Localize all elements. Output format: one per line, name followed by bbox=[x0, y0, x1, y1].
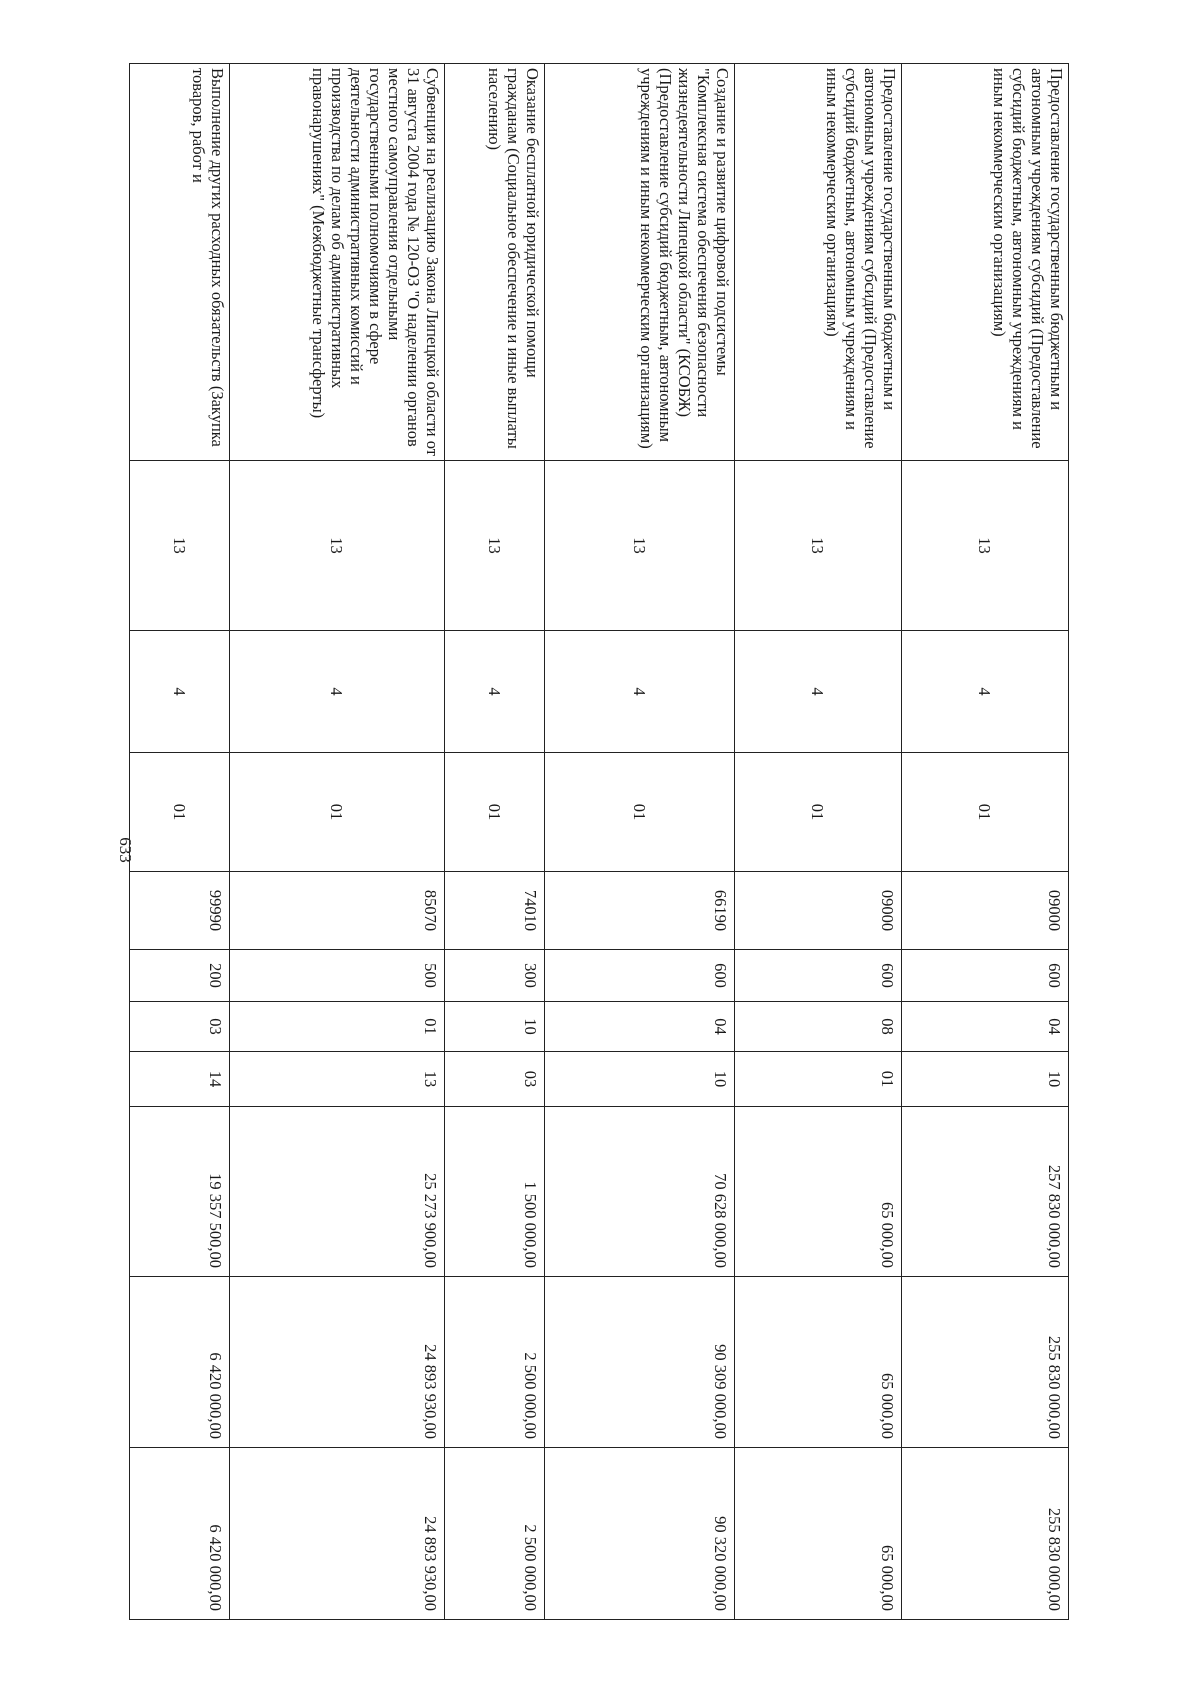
code-cell: 04 bbox=[545, 1002, 735, 1052]
rotated-table-container bbox=[129, 63, 1069, 1619]
code-cell: 01 bbox=[735, 753, 902, 872]
table-row bbox=[130, 64, 230, 1620]
code-cell: 99990 bbox=[130, 872, 230, 950]
code-cell: 300 bbox=[445, 950, 545, 1002]
code-cell: 500 bbox=[230, 950, 445, 1002]
amount-cell: 90 320 000,00 bbox=[545, 1448, 735, 1620]
table-row bbox=[902, 64, 1069, 1620]
code-cell: 01 bbox=[130, 753, 230, 872]
table-row bbox=[735, 64, 902, 1620]
code-cell: 13 bbox=[130, 461, 230, 631]
page-number: 633 bbox=[116, 837, 135, 863]
amount-cell: 19 357 500,00 bbox=[130, 1107, 230, 1277]
code-cell: 13 bbox=[545, 461, 735, 631]
code-cell: 10 bbox=[902, 1052, 1069, 1107]
amount-cell: 65 000,00 bbox=[735, 1107, 902, 1277]
amount-cell: 2 500 000,00 bbox=[445, 1277, 545, 1448]
code-cell: 4 bbox=[735, 631, 902, 753]
code-cell: 13 bbox=[902, 461, 1069, 631]
code-cell: 4 bbox=[130, 631, 230, 753]
row-description: Предоставление государственным бюджетным и автономным учреждениям субсидий (Предоставление субсидий бюджетным, автономным учреждениям и иным некоммерческим организациям) bbox=[902, 64, 1069, 461]
code-cell: 03 bbox=[130, 1002, 230, 1052]
table-row bbox=[545, 64, 735, 1620]
code-cell: 01 bbox=[230, 1002, 445, 1052]
row-description: Выполнение других расходных обязательств (Закупка товаров, работ и bbox=[130, 64, 230, 461]
code-cell: 04 bbox=[902, 1002, 1069, 1052]
code-cell: 09000 bbox=[735, 872, 902, 950]
amount-cell: 70 628 000,00 bbox=[545, 1107, 735, 1277]
code-cell: 08 bbox=[735, 1002, 902, 1052]
code-cell: 4 bbox=[445, 631, 545, 753]
row-description: Оказание бесплатной юридической помощи гражданам (Социальное обеспечение и иные выплаты населению) bbox=[445, 64, 545, 461]
code-cell: 09000 bbox=[902, 872, 1069, 950]
code-cell: 01 bbox=[230, 753, 445, 872]
code-cell: 200 bbox=[130, 950, 230, 1002]
amount-cell: 257 830 000,00 bbox=[902, 1107, 1069, 1277]
amount-cell: 2 500 000,00 bbox=[445, 1448, 545, 1620]
code-cell: 13 bbox=[445, 461, 545, 631]
code-cell: 85070 bbox=[230, 872, 445, 950]
code-cell: 01 bbox=[902, 753, 1069, 872]
row-description: Создание и развитие цифровой подсистемы "Комплексная система обеспечения безопасности жизнедеятельности Липецкой области" (КСОБЖ) (Предоставление субсидий бюджетным, автономным учреждениям и иным некоммерческим организациям) bbox=[545, 64, 735, 461]
table-row bbox=[230, 64, 445, 1620]
code-cell: 13 bbox=[735, 461, 902, 631]
code-cell: 74010 bbox=[445, 872, 545, 950]
amount-cell: 24 893 930,00 bbox=[230, 1448, 445, 1620]
code-cell: 10 bbox=[445, 1002, 545, 1052]
row-description: Предоставление государственным бюджетным и автономным учреждениям субсидий (Предоставление субсидий бюджетным, автономным учреждениям и иным некоммерческим организациям) bbox=[735, 64, 902, 461]
code-cell: 13 bbox=[230, 461, 445, 631]
amount-cell: 25 273 900,00 bbox=[230, 1107, 445, 1277]
row-description: Субвенция на реализацию Закона Липецкой области от 31 августа 2004 года № 120-ОЗ "О наделении органов местного самоуправления отдельными государственными полномочиями в сфере деятельности административных комиссий и производства по делам об административных правонарушениях" (Межбюджетные трансферты) bbox=[230, 64, 445, 461]
code-cell: 600 bbox=[545, 950, 735, 1002]
code-cell: 66190 bbox=[545, 872, 735, 950]
code-cell: 03 bbox=[445, 1052, 545, 1107]
amount-cell: 90 309 000,00 bbox=[545, 1277, 735, 1448]
code-cell: 600 bbox=[735, 950, 902, 1002]
code-cell: 4 bbox=[230, 631, 445, 753]
code-cell: 4 bbox=[902, 631, 1069, 753]
amount-cell: 24 893 930,00 bbox=[230, 1277, 445, 1448]
amount-cell: 6 420 000,00 bbox=[130, 1277, 230, 1448]
amount-cell: 65 000,00 bbox=[735, 1448, 902, 1620]
code-cell: 10 bbox=[545, 1052, 735, 1107]
amount-cell: 255 830 000,00 bbox=[902, 1448, 1069, 1620]
code-cell: 01 bbox=[735, 1052, 902, 1107]
amount-cell: 255 830 000,00 bbox=[902, 1277, 1069, 1448]
amount-cell: 6 420 000,00 bbox=[130, 1448, 230, 1620]
code-cell: 4 bbox=[545, 631, 735, 753]
code-cell: 600 bbox=[902, 950, 1069, 1002]
code-cell: 14 bbox=[130, 1052, 230, 1107]
code-cell: 13 bbox=[230, 1052, 445, 1107]
budget-table bbox=[129, 63, 1069, 1620]
amount-cell: 1 500 000,00 bbox=[445, 1107, 545, 1277]
table-row bbox=[445, 64, 545, 1620]
code-cell: 01 bbox=[445, 753, 545, 872]
amount-cell: 65 000,00 bbox=[735, 1277, 902, 1448]
code-cell: 01 bbox=[545, 753, 735, 872]
